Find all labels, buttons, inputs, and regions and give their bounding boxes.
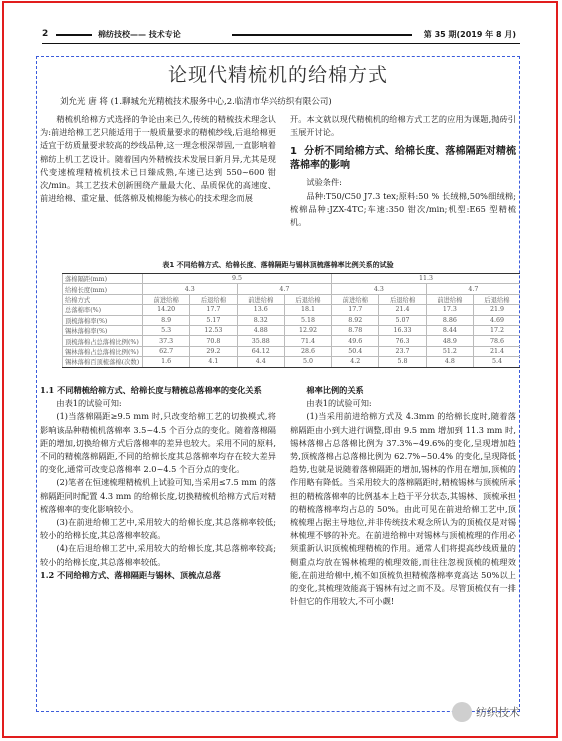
table-cell: 28.6: [284, 346, 331, 356]
body-paragraph: 由表1的试验可知:: [306, 398, 372, 409]
body-paragraph: (1)当落棉隔距≥9.5 mm 时,只改变给棉工艺的切换模式,将影响该品种精梳机落棉率 3.5~4.5 个百分点的变化。随着落棉隔距的增加,切换给棉方式后落棉率的差异也较大。采用不同的原料,不同的精梳落棉隔距,不同的给棉长度其总落棉率均存在较大差异的变化,通常可改变总落棉率 2.0~4.5 个百分点的变化。: [40, 411, 276, 475]
table-row: [63, 336, 521, 346]
table-cell: 50.4: [332, 346, 379, 356]
table-cell: 落棉隔距(mm): [63, 274, 143, 284]
table-cell: 21.4: [473, 346, 520, 356]
table-row: [63, 274, 521, 284]
table-cell: 4.7: [237, 284, 332, 294]
table-cell: 顶梳落棉率(%): [63, 315, 143, 325]
conditions-text: 品种:T50/C50 J7.3 tex;原料:50 % 长绒棉,50%细绒棉;梳棉品种:JZX-4TC;车速:350 钳次/min;机型:E65 型精梳机。: [290, 190, 516, 228]
header-issue: 第 35 期(2019 年 8 月): [423, 30, 516, 39]
data-table: [62, 273, 520, 368]
table-cell: 前进给棉: [426, 294, 473, 304]
table-cell: 前进给棉: [332, 294, 379, 304]
table-cell: 29.2: [190, 346, 237, 356]
table-cell: 17.7: [332, 305, 379, 315]
table-cell: 9.5: [143, 274, 332, 284]
subsection-1-2-heading-continued: 棉率比例的关系: [306, 385, 364, 395]
table-cell: 总落棉率(%): [63, 305, 143, 315]
header-underline: [42, 43, 520, 44]
table-row: [63, 315, 521, 325]
table-cell: 51.2: [426, 346, 473, 356]
table-cell: 21.9: [473, 305, 520, 315]
table-cell: 78.6: [473, 336, 520, 346]
table-cell: 4.1: [190, 357, 237, 367]
section-1-number: 1: [290, 146, 297, 158]
table-cell: 4.2: [332, 357, 379, 367]
table-cell: 70.8: [190, 336, 237, 346]
table-cell: 5.4: [473, 357, 520, 367]
table-cell: 21.4: [379, 305, 426, 315]
table-cell: 前进给棉: [237, 294, 284, 304]
table-cell: 8.92: [332, 315, 379, 325]
table-cell: 前进给棉: [143, 294, 190, 304]
page-number: 2: [42, 29, 49, 39]
table-cell: 5.0: [284, 357, 331, 367]
table-cell: 11.3: [332, 274, 520, 284]
table-cell: 5.18: [284, 315, 331, 325]
table-cell: 4.3: [332, 284, 427, 294]
table-cell: 后退给棉: [473, 294, 520, 304]
table-cell: 后退给棉: [284, 294, 331, 304]
table-cell: 62.7: [143, 346, 190, 356]
table-cell: 后退给棉: [190, 294, 237, 304]
table-cell: 后退给棉: [379, 294, 426, 304]
table-cell: 18.1: [284, 305, 331, 315]
table-cell: 35.88: [237, 336, 284, 346]
article-authors: 刘允光 唐 将 (1.聊城允光精梳技术服务中心,2.临清市华兴纺织有限公司): [60, 97, 332, 107]
table-cell: 4.3: [143, 284, 238, 294]
table-cell: 49.6: [332, 336, 379, 346]
table-cell: 4.69: [473, 315, 520, 325]
subsection-1-2-heading: 1.2 不同给棉方式、落棉隔距与锡林、顶梳点总落: [40, 569, 221, 580]
table-cell: 23.7: [379, 346, 426, 356]
body-paragraph: 由表1的试验可知:: [56, 398, 122, 409]
watermark: [452, 700, 552, 726]
left-column-lower: [40, 384, 276, 582]
section-1-title: 分析不同给棉方式、给棉长度、落棉隔距对精梳落棉率的影响: [290, 146, 516, 172]
intro-paragraph: 精梳机给棉方式选择的争论由来已久,传统的精梳技术理念认为:前进给棉工艺只能适用于一般质量要求的精梳纱线,后退给棉更适宜于纺质量要求较高的纱线品种,这一理念根深蒂固,一直影响着棉纺上机工艺设计。随着国内外精梳技术发展日新月异,尤其是现代变速梳理精梳机技术已日臻成熟,车速已达到 550~600 钳次/min。其工艺技术创新围绕产量最大化、品质保优的高速度、前进给棉、重定量、低落棉及梳棉能为核心的技术理念而展: [40, 114, 276, 204]
wechat-logo-icon: [452, 702, 472, 722]
table-cell: 8.78: [332, 325, 379, 335]
table-cell: 71.4: [284, 336, 331, 346]
table-row: [63, 294, 521, 304]
table-cell: 64.12: [237, 346, 284, 356]
section-1-heading: [290, 145, 516, 173]
table-cell: 76.3: [379, 336, 426, 346]
table-cell: 14.20: [143, 305, 190, 315]
table-cell: 13.6: [237, 305, 284, 315]
table-caption: 表1 不同给棉方式、给棉长度、落棉隔距与锡林顶梳落棉率比例关系的试验: [162, 261, 394, 269]
table-cell: 5.3: [143, 325, 190, 335]
table-cell: 4.4: [237, 357, 284, 367]
table-cell: 锡林落棉率(%): [63, 325, 143, 335]
header-rule-right: [232, 34, 412, 36]
table-cell: 顶梳落棉占总落棉比例(%): [63, 336, 143, 346]
body-paragraph: (2)笔者在恒速梳理精梳机上试验可知,当采用≤7.5 mm 的落棉隔距同时配置 4.3 mm 的给棉长度,切换精梳机给棉方式后对精梳落棉率的变化影响较小。: [40, 477, 276, 514]
table-row: [63, 305, 521, 315]
page-header: [42, 25, 520, 45]
conditions-label: 试验条件:: [306, 177, 342, 188]
table-cell: 17.2: [473, 325, 520, 335]
watermark-text: 纺织技术: [476, 706, 520, 719]
body-paragraph: (1)当采用前进给棉方式及 4.3mm 的给棉长度时,随着落棉隔距由小到大进行调整,即由 9.5 mm 增加到 11.3 mm 时,锡林落棉占总落棉比例为 37.3%~49.6%的变化,呈现增加趋势,顶梳落棉占总落棉比例为 62.7%~50.4% 的变化,呈现降低趋势,也就是说随着落棉隔距的增加,锡林的作用在增加,顶梳的作用略有降低。当采用较大的落棉隔距时,精梳锡林与顶梳所承担的精梳落棉率的比例基本上趋于平分状态,其锡林、顶梳承担的精梳落棉率均占总的 50%。由此可见在前进给棉工艺中,顶梳梳理占据主导地位,并非传统技术观念所认为的顶梳仅是对锡林梳理不够的补充。在前进给棉中对锡林与顶梳梳理的作用必须重新认识顶梳梳理精梳的作用。通常人们将提高纱线质量的侧重点均放在锡林梳理的梳理效能,而往往忽视顶梳的梳理效能,在前进给棉中,梳不如顶梳负担精梳落棉率竟高达 50%以上的变化,其梳理效能高于锡林有过之而不及。尽管顶梳仅有一排针但它的作用较大,不可小觑!: [290, 411, 516, 607]
table-cell: 4.7: [426, 284, 520, 294]
table-cell: 8.9: [143, 315, 190, 325]
table-cell: 17.7: [190, 305, 237, 315]
header-journal-title: 棉纺技校—— 技术专论: [98, 30, 181, 39]
table-cell: 17.3: [426, 305, 473, 315]
table-row: [63, 284, 521, 294]
table-cell: 5.17: [190, 315, 237, 325]
table-cell: 1.6: [143, 357, 190, 367]
table-cell: 4.8: [426, 357, 473, 367]
article-title: 论现代精梳机的给棉方式: [167, 64, 388, 86]
body-paragraph: (4)在后退给棉工艺中,采用较大的给棉长度,其总落棉率较高;较小的给棉长度,其总落棉率较低。: [40, 543, 276, 567]
table-cell: 8.44: [426, 325, 473, 335]
table-cell: 8.32: [237, 315, 284, 325]
table-row: [63, 346, 521, 356]
table-row: [63, 357, 521, 367]
header-rule-left: [56, 34, 92, 36]
table-cell: 5.8: [379, 357, 426, 367]
table-cell: 锡林落棉占总落棉比例(%): [63, 346, 143, 356]
table-cell: 16.33: [379, 325, 426, 335]
table-cell: 给棉长度(mm): [63, 284, 143, 294]
table-cell: 给棉方式: [63, 294, 143, 304]
right-column-intro: [290, 113, 516, 229]
table-cell: 37.3: [143, 336, 190, 346]
table-cell: 锡林落棉百顶梳落棉(次数): [63, 357, 143, 367]
intro-continuation: 开。本文就以现代精梳机的给棉方式工艺的应用为课题,抛砖引玉展开讨论。: [290, 114, 516, 138]
right-column-lower: [290, 384, 516, 608]
table-row: [63, 325, 521, 335]
subsection-1-1-heading: 1.1 不同精梳给棉方式、给棉长度与精梳总落棉率的变化关系: [40, 385, 262, 395]
table-cell: 48.9: [426, 336, 473, 346]
table-cell: 5.07: [379, 315, 426, 325]
left-column-intro: [40, 113, 276, 205]
table-cell: 12.53: [190, 325, 237, 335]
table-cell: 8.86: [426, 315, 473, 325]
table-cell: 4.88: [237, 325, 284, 335]
table-cell: 12.92: [284, 325, 331, 335]
body-paragraph: (3)在前进给棉工艺中,采用较大的给棉长度,其总落棉率较低;较小的给棉长度,其总落棉率较高。: [40, 517, 276, 541]
